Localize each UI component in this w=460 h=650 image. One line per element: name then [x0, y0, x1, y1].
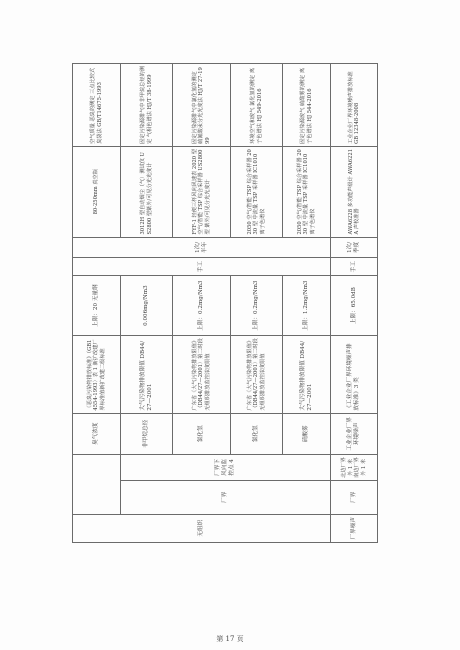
analysis-text: 工业企业厂界环境噪声排放标准 GB 12348-2008: [347, 71, 360, 144]
analysis-text: 环境空气和废气 氯化氢的测定 离子色谱法 HJ 549-2016: [250, 67, 263, 144]
point-sub-cell: [331, 454, 378, 480]
standard-cell: [173, 335, 231, 413]
limit-cell: [283, 276, 331, 336]
analysis-cell: [121, 64, 173, 147]
standard-text: 广东省《大气污染物排放限值》（DB44/27—2001）第二时段无组织排放监控浓度限值: [191, 337, 211, 411]
limit-cell: [73, 276, 121, 336]
frequency-cell: [73, 237, 331, 258]
point-sub-label: 厂界下风向监控点 4: [215, 459, 235, 476]
analysis-cell: [73, 64, 121, 147]
instrument-text: 2050 空气/智能 TSP 综合采样器 2030 型 中流量 TSP 采样器 IC1010 离子色谱仪: [296, 149, 316, 235]
instrument-text: 80-250mm 真空瓶: [93, 169, 100, 215]
group-cell: [331, 514, 378, 542]
limit-text: 上限：1.2mg/Nm3: [303, 280, 309, 331]
point-label: 厂界: [350, 491, 357, 503]
point-cell: [121, 480, 331, 514]
pollutant-cell: [283, 413, 331, 454]
standard-text: 广东省《大气污染物排放限值》（DB44/27—2001）第二时段无组织排放监控浓度限值: [246, 337, 266, 411]
standard-text: 大气污染物排放限值 DB44/ 27—2001: [299, 340, 313, 411]
instrument-cell: [73, 146, 121, 237]
method-text: 手工: [198, 261, 204, 273]
method-cell: [331, 258, 378, 276]
pollutant-cell: [173, 413, 231, 454]
pollutant-label: 臭气浓度: [93, 422, 99, 445]
frequency-cell: [331, 237, 378, 258]
limit-cell: [173, 276, 231, 336]
monitoring-table: [72, 63, 378, 543]
group-cell: [73, 514, 331, 542]
instrument-text: 3012H 型自动烟尘（气）测试仪 US2800 型紫外/可见分光光度计: [140, 152, 153, 235]
analysis-cell: [231, 64, 283, 147]
method-cell: [73, 258, 331, 276]
limit-text: 上限：65.0dB: [350, 287, 357, 325]
frequency-text: 1次/半年: [194, 241, 208, 253]
group-label: 无组织: [198, 519, 204, 537]
limit-cell: [231, 276, 283, 336]
pollutant-label: 氯化氢: [198, 425, 204, 443]
table-row: [331, 64, 378, 543]
pollutant-cell: [331, 413, 378, 454]
limit-text: 上限：0.2mg/Nm3: [253, 280, 259, 331]
instrument-text: 2050 空气/智能 TSP 综合采样器 2030 型 中流量 TSP 采样器 IC1010 离子色谱仪: [246, 149, 266, 235]
analysis-text: 固定污染源废气 硫酸雾的测定 离子色谱法 HJ 544-2016: [300, 67, 313, 144]
table-row: [73, 64, 121, 543]
pollutant-label: 非甲烷总烃: [143, 419, 149, 448]
standard-text: 《恶臭污染物排放标准》（GB14554-1993）表 1 新扩改建厂界标准值新扩改建二级标准: [86, 339, 106, 411]
instrument-cell: [331, 146, 378, 237]
page-number: 第 17 页: [216, 635, 244, 643]
limit-cell: [121, 276, 173, 336]
instrument-text: FYF-1 轻便三杯风向风速表 2020 型 空气/智能 TSP 综合采样器 US2800 型 紫外/可见分光光度计: [191, 149, 211, 235]
analysis-text: 固定污染源排气中氯化氢的测定 硫氰酸汞分光光度法 HJ/T 27-1999: [191, 67, 211, 144]
pollutant-cell: [121, 413, 173, 454]
limit-text: 上限：0.2mg/Nm3: [198, 280, 204, 331]
point-label: 厂界: [222, 491, 228, 503]
instrument-cell: [283, 146, 331, 237]
analysis-text: 空气质量 恶臭的测定 三点比较式臭袋法 GB/T14675-1993: [90, 67, 103, 144]
standard-cell: [121, 335, 173, 413]
frequency-text: 1次/季度: [347, 241, 360, 253]
standard-cell: [231, 335, 283, 413]
point-cell: [73, 454, 121, 514]
analysis-cell: [173, 64, 231, 147]
instrument-cell: [173, 146, 231, 237]
standard-cell: [283, 335, 331, 413]
limit-text: 上限：20 无量纲: [93, 284, 99, 327]
limit-cell: [331, 276, 378, 336]
instrument-text: AWA6228 多功能声级计 AWA6221A 声校准器: [347, 148, 360, 235]
method-text: 手工: [350, 261, 357, 273]
pollutant-label: 氯化氢: [253, 425, 259, 443]
analysis-cell: [331, 64, 378, 147]
limit-text: 0.006mg/Nm3: [143, 285, 149, 326]
point-sub-label: 北边厂界外 1 米 南边厂界外 1 米: [341, 457, 367, 478]
group-label: 厂界噪声: [350, 517, 357, 540]
standard-text: 《工业企业厂界环境噪声排放标准》3 类: [347, 343, 360, 411]
pollutant-label: 硫酸雾: [303, 425, 309, 443]
rotated-table-stage: [72, 63, 377, 543]
instrument-cell: [231, 146, 283, 237]
table-row: [121, 64, 173, 543]
instrument-cell: [121, 146, 173, 237]
standard-cell: [73, 335, 121, 413]
point-sub-cell: [121, 454, 331, 480]
standard-text: 大气污染物排放限值 DB44/ 27—2001: [139, 340, 153, 411]
analysis-cell: [283, 64, 331, 147]
pollutant-label: 工业企业厂界环境噪声: [347, 416, 360, 451]
analysis-text: 固定污染源排气中非甲烷总烃的测定 气相色谱法 HJ/T 38-1999: [140, 66, 153, 144]
pollutant-cell: [231, 413, 283, 454]
pollutant-cell: [73, 413, 121, 454]
point-cell: [331, 480, 378, 514]
standard-cell: [331, 335, 378, 413]
